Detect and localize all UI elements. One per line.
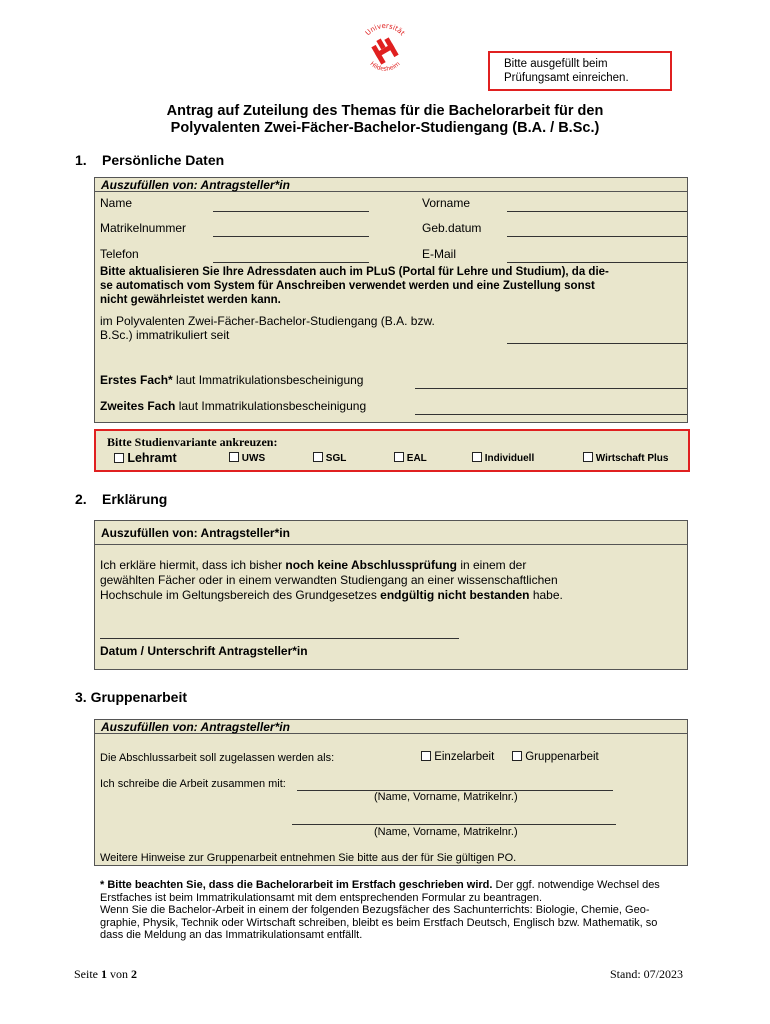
section2-number: 2. — [75, 491, 87, 507]
geb-label: Geb.datum — [422, 221, 482, 235]
erstes-fach-label: Erstes Fach* laut Immatrikulationsbescheinigung — [100, 373, 364, 387]
declaration-text: Ich erkläre hiermit, dass ich bisher noch keine Abschlussprüfung in einem der gewählten Fächer oder in einem verwandten Studiengang an einer wissenschaftlichen Hochschule im Geltungsbereich des Grundgesetzes endgültig nicht bestanden habe. — [100, 558, 563, 602]
erstes-fach-field[interactable] — [415, 388, 687, 389]
option-sgl[interactable]: SGL — [313, 452, 346, 464]
option-individuell[interactable]: Individuell — [472, 452, 534, 464]
option-wirtschaft-plus[interactable]: Wirtschaft Plus — [583, 452, 668, 464]
telefon-field[interactable] — [213, 262, 369, 263]
studienvariante-heading: Bitte Studienvariante ankreuzen: — [107, 435, 278, 449]
zweites-fach-label: Zweites Fach laut Immatrikulationsbescheinigung — [100, 399, 367, 413]
zugelassen-label: Die Abschlussarbeit soll zugelassen werden als: — [100, 752, 335, 764]
partner2-field[interactable] — [292, 824, 616, 825]
partner1-hint: (Name, Vorname, Matrikelnr.) — [374, 791, 518, 803]
checkbox-lehramt[interactable] — [114, 453, 124, 463]
svg-text:Universität: Universität — [363, 21, 407, 38]
footnote: * Bitte beachten Sie, dass die Bachelorarbeit im Erstfach geschrieben wird. Der ggf. notwendige Wechsel des Erstfaches ist beim Immatrikulationsamt mit dem entsprechenden Formular zu beantragen. Wenn Sie die Bachelor-Arbeit in einem der folgenden Bezugsfächer des Sachunterrichts: Biologie, Chemie, Geo- graphie, Physik, Technik oder Wirtschaft schreiben, bleibt es beim Erstfach Deutsch, Englisch bzw. Mathematik, so dass die Meldung an das Immatrikulationsamt entfällt. — [100, 879, 660, 941]
immatrikuliert-label: im Polyvalenten Zwei-Fächer-Bachelor-Studiengang (B.A. bzw. B.Sc.) immatrikuliert seit — [100, 314, 435, 342]
option-uws[interactable]: UWS — [229, 452, 265, 464]
panel-head: Auszufüllen von: Antragsteller*in — [95, 720, 687, 734]
matrikel-label: Matrikelnummer — [100, 221, 187, 235]
checkbox-uws[interactable] — [229, 452, 239, 462]
geb-field[interactable] — [507, 236, 687, 237]
name-label: Name — [100, 196, 133, 210]
zusammen-label: Ich schreibe die Arbeit zusammen mit: — [100, 778, 286, 790]
page-number: Seite 1 von 2 — [74, 967, 137, 981]
section2-heading: Erklärung — [102, 491, 168, 507]
email-label: E-Mail — [422, 247, 457, 261]
section1-heading: Persönliche Daten — [102, 152, 225, 168]
svg-text:Hildesheim: Hildesheim — [368, 60, 402, 73]
option-einzelarbeit[interactable]: Einzelarbeit — [421, 751, 494, 763]
university-logo — [355, 20, 415, 80]
weitere-hinweise: Weitere Hinweise zur Gruppenarbeit entnehmen Sie bitte aus der für Sie gültigen PO. — [100, 852, 517, 864]
zweites-fach-field[interactable] — [415, 414, 687, 415]
telefon-label: Telefon — [100, 247, 139, 261]
signature-label: Datum / Unterschrift Antragsteller*in — [100, 644, 308, 658]
option-gruppenarbeit[interactable]: Gruppenarbeit — [512, 751, 599, 763]
submission-notice: Bitte ausgefüllt beim Prüfungsamt einreichen. — [488, 51, 672, 91]
name-field[interactable] — [213, 211, 369, 212]
signature-field[interactable] — [100, 638, 459, 639]
email-field[interactable] — [507, 262, 687, 263]
panel-head: Auszufüllen von: Antragsteller*in — [95, 178, 687, 192]
checkbox-sgl[interactable] — [313, 452, 323, 462]
section1-number: 1. — [75, 152, 87, 168]
checkbox-individuell[interactable] — [472, 452, 482, 462]
address-notice: Bitte aktualisieren Sie Ihre Adressdaten auch im PLuS (Portal für Lehre und Studium), da die- se automatisch vom System für Anschreiben verwendet werden und eine Zustellung sonst nicht gewährleistet werden kann. — [100, 266, 609, 306]
option-eal[interactable]: EAL — [394, 452, 427, 464]
vorname-label: Vorname — [422, 196, 471, 210]
stand-date: Stand: 07/2023 — [610, 967, 684, 981]
page-title: Antrag auf Zuteilung des Themas für die Bachelorarbeit für den Polyvalenten Zwei-Fächer-Bachelor-Studiengang (B.A. / B.Sc.) — [166, 103, 604, 136]
immatrikuliert-field[interactable] — [507, 343, 687, 344]
vorname-field[interactable] — [507, 211, 687, 212]
section3-heading: 3. Gruppenarbeit — [75, 689, 188, 705]
checkbox-gruppenarbeit[interactable] — [512, 751, 522, 761]
panel-head: Auszufüllen von: Antragsteller*in — [95, 521, 687, 545]
checkbox-einzelarbeit[interactable] — [421, 751, 431, 761]
partner2-hint: (Name, Vorname, Matrikelnr.) — [374, 826, 518, 838]
option-lehramt[interactable]: Lehramt — [114, 451, 177, 465]
checkbox-eal[interactable] — [394, 452, 404, 462]
checkbox-wirtschaft-plus[interactable] — [583, 452, 593, 462]
matrikel-field[interactable] — [213, 236, 369, 237]
